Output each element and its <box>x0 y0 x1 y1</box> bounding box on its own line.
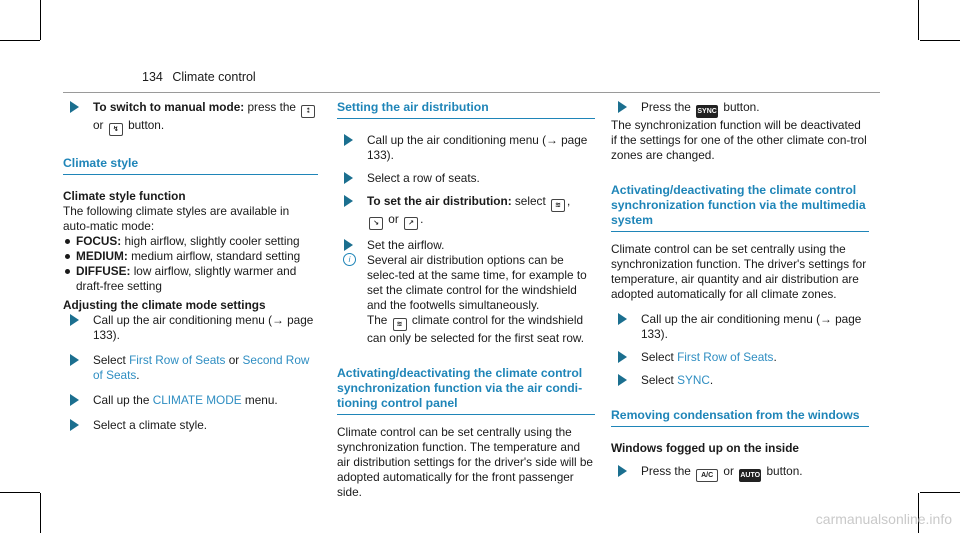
deactivate-text: The synchronization function will be deactivated if the settings for one of the other climate con-trol zones are changed. <box>611 118 867 162</box>
crop-mark <box>0 492 40 493</box>
watermark: carmanualsonline.info <box>815 511 952 527</box>
manual-mode-step: To switch to manual mode: press the ⁑ or ↯ button. <box>63 100 318 136</box>
second-row-of-seats-link[interactable]: Second Row of Seats <box>93 353 310 382</box>
crop-mark <box>918 0 919 40</box>
step-arrow-icon <box>70 394 79 406</box>
manual-airflow-icon: ↯ <box>109 123 123 136</box>
list-item: FOCUS: high airflow, slightly cooler setting <box>63 234 318 249</box>
step-arrow-icon <box>618 101 627 113</box>
step-arrow-icon <box>70 419 79 431</box>
windshield-airflow-icon: ≋ <box>393 318 407 331</box>
manual-fan-icon: ⁑ <box>301 105 315 118</box>
step-arrow-icon <box>344 172 353 184</box>
header-divider <box>63 92 880 93</box>
crop-mark <box>0 40 40 41</box>
adjusting-heading: Adjusting the climate mode settings <box>63 298 266 312</box>
sync-panel-heading: Activating/deactivating the climate control synchronization function via the air condi-tioning control panel <box>337 366 595 415</box>
column-1 <box>63 100 318 433</box>
crop-mark <box>40 0 41 40</box>
sync-panel-text: Climate control can be set centrally using the synchronization function. The temperature and air distribution settings for the driver's side will be adopted automatically for the front passenger side. <box>337 425 593 499</box>
page-number: 134 <box>142 70 163 84</box>
step-arrow-icon <box>70 314 79 326</box>
first-row-of-seats-link[interactable]: First Row of Seats <box>677 350 774 364</box>
step-arrow-icon <box>70 354 79 366</box>
step: Select SYNC. <box>611 373 869 388</box>
step: Press the A/C or AUTO button. <box>611 464 869 482</box>
climate-style-intro: The following climate styles are available in auto-matic mode: <box>63 204 290 233</box>
first-row-of-seats-link[interactable]: First Row of Seats <box>129 353 226 367</box>
step: Call up the air conditioning menu (→ page 133). <box>63 313 318 343</box>
step-arrow-icon <box>70 101 79 113</box>
sync-button-icon: SYNC <box>696 105 718 118</box>
step: Select a row of seats. <box>337 171 595 186</box>
ac-button-icon: A/C <box>696 469 718 482</box>
center-airflow-icon: ↗ <box>404 217 418 230</box>
auto-button-icon: AUTO <box>739 469 761 482</box>
climate-style-heading: Climate style <box>63 156 318 175</box>
step-arrow-icon <box>344 195 353 207</box>
list-item: DIFFUSE: low airflow, slightly warmer and draft-free setting <box>63 264 318 294</box>
crop-mark <box>920 40 960 41</box>
condensation-heading: Removing condensation from the windows <box>611 408 869 427</box>
list-item: MEDIUM: medium airflow, standard setting <box>63 249 318 264</box>
page-header <box>142 70 256 84</box>
fogged-heading: Windows fogged up on the inside <box>611 441 799 455</box>
sync-link[interactable]: SYNC <box>677 373 710 387</box>
step: Call up the air conditioning menu (→ page 133). <box>611 312 869 342</box>
step: Press the SYNC button. <box>611 100 869 118</box>
crop-mark <box>40 493 41 533</box>
column-3 <box>611 100 869 482</box>
footwell-airflow-icon: ↘ <box>369 217 383 230</box>
section-title: Climate control <box>172 70 256 84</box>
column-2 <box>337 100 595 500</box>
step: Select First Row of Seats or Second Row of Seats. <box>63 353 318 383</box>
step-arrow-icon <box>344 239 353 251</box>
climate-mode-link[interactable]: CLIMATE MODE <box>152 393 242 407</box>
climate-style-function-heading: Climate style function <box>63 189 186 203</box>
windshield-airflow-icon: ≋ <box>551 199 565 212</box>
step-arrow-icon <box>618 351 627 363</box>
sync-multimedia-text: Climate control can be set centrally using the synchronization function. The driver's settings for temperature, air quantity and air distribution are adopted automatically for all climate zones. <box>611 242 867 301</box>
step-arrow-icon <box>618 313 627 325</box>
step-arrow-icon <box>618 374 627 386</box>
sync-multimedia-heading: Activating/deactivating the climate control synchronization function via the multimedia system <box>611 183 869 232</box>
step-arrow-icon <box>344 134 353 146</box>
air-distribution-heading: Setting the air distribution <box>337 100 595 119</box>
info-note: i Several air distribution options can be selec-ted at the same time, for example to set the climate control for the windshield and the footwells simultaneously. The ≋ climate control for the windshield can only be selected for the first seat row. <box>337 253 595 346</box>
info-icon: i <box>343 253 356 266</box>
step: To set the air distribution: select ≋ , ↘ or ↗ . <box>337 194 595 230</box>
step-arrow-icon <box>618 465 627 477</box>
crop-mark <box>920 492 960 493</box>
step: Call up the CLIMATE MODE menu. <box>63 393 318 408</box>
step: Set the airflow. <box>337 238 595 253</box>
step: Select a climate style. <box>63 418 318 433</box>
step: Call up the air conditioning menu (→ page 133). <box>337 133 595 163</box>
step: Select First Row of Seats. <box>611 350 869 365</box>
